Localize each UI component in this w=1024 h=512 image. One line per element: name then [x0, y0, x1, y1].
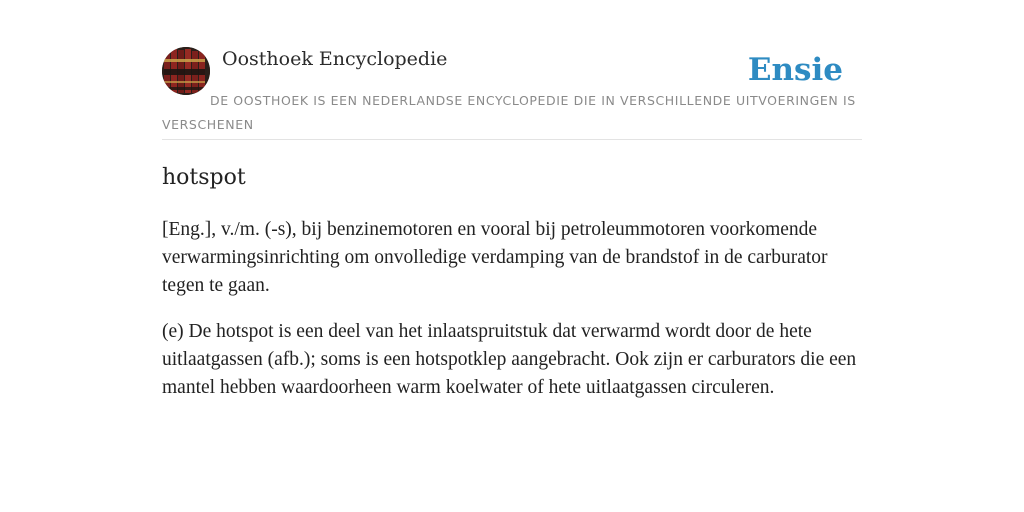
- source-title[interactable]: Oosthoek Encyclopedie: [222, 48, 448, 70]
- book-spines-icon: [162, 47, 210, 95]
- definition-paragraph: [Eng.], v./m. (-s), bij benzinemotoren en vooral bij petroleummotoren voorkomende verwarmingsinrichting om onvolledige verdamping van de brandstof in de carburator tegen te gaan.: [162, 219, 828, 296]
- source-description: DE OOSTHOEK IS EEN NEDERLANDSE ENCYCLOPEDIE DIE IN VERSCHILLENDE UITVOERINGEN IS VERSCHENEN: [162, 93, 856, 132]
- source-avatar[interactable]: [162, 47, 210, 95]
- ensie-logo-link[interactable]: Ensie: [747, 52, 843, 88]
- entry-term: hotspot: [162, 165, 246, 190]
- entry-definition: [162, 216, 862, 420]
- definition-paragraph: (e) De hotspot is een deel van het inlaatspruitstuk dat verwarmd wordt door de hete uitlaatgassen (afb.); soms is een hotspotklep aangebracht. Ook zijn er carburators die een mantel hebben waardoorheen warm koelwater of hete uitlaatgassen circuleren.: [162, 321, 857, 398]
- source-header: [162, 46, 862, 140]
